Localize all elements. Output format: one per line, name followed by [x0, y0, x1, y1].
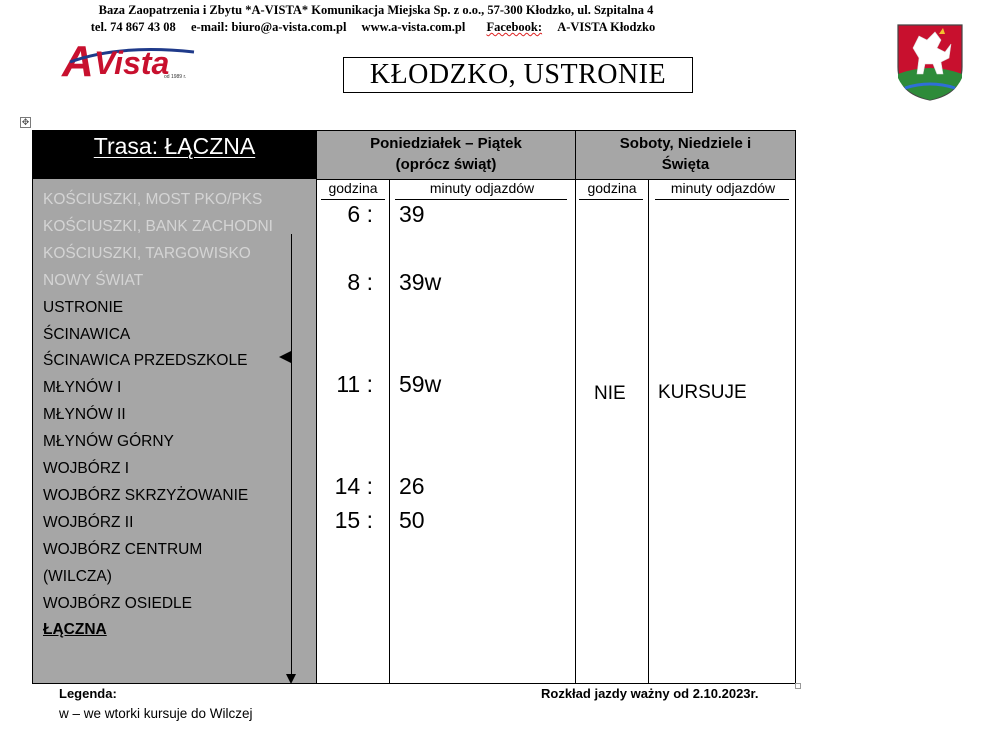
contact-line: [0, 20, 766, 35]
route-stop: WOJBÓRZ CENTRUM: [43, 540, 203, 558]
route-stop: MŁYNÓW GÓRNY: [43, 433, 174, 451]
departure-hour: 8 :: [347, 269, 373, 295]
weekends-minutes-header: minuty odjazdów: [670, 180, 776, 196]
legend-title: Legenda:: [59, 686, 117, 701]
weekdays-minutes-header: minuty odjazdów: [429, 180, 535, 196]
legend-item: w – we wtorki kursuje do Wilczej: [59, 706, 253, 721]
divider: [579, 199, 643, 200]
timetable: [32, 130, 796, 684]
route-label: Trasa: ŁĄCZNA: [93, 133, 256, 159]
divider: [321, 199, 385, 200]
weekends-header: [575, 131, 795, 179]
route-stop: (WILCZA): [43, 567, 112, 585]
route-stop: WOJBÓRZ OSIEDLE: [43, 594, 192, 612]
facebook-name: A-VISTA Kłodzko: [557, 20, 656, 34]
weekends-heading-line2: Święta: [661, 156, 710, 173]
route-stop: ŚCINAWICA PRZEDSZKOLE: [43, 352, 248, 370]
website-address: www.a-vista.com.pl: [361, 20, 466, 34]
departure-minutes: 26: [399, 473, 425, 499]
departure-hour: 11 :: [336, 371, 373, 397]
weekend-hour-value: NIE: [594, 383, 626, 404]
route-stop: NOWY ŚWIAT: [43, 271, 144, 289]
route-stop: ŁĄCZNA: [43, 621, 107, 639]
route-stop: WOJBÓRZ SKRZYŻOWANIE: [43, 486, 249, 504]
svg-text:A: A: [62, 38, 94, 84]
divider: [395, 199, 567, 200]
weekdays-heading-line2: (oprócz świąt): [395, 156, 497, 173]
weekdays-hour-header: godzina: [328, 180, 378, 196]
weekdays-heading-line1: Poniedziałek – Piątek: [370, 135, 522, 152]
departure-minutes: 39: [399, 201, 425, 227]
page-title: KŁODZKO, USTRONIE: [343, 57, 693, 93]
table-resize-handle[interactable]: [795, 683, 801, 689]
route-stop: KOŚCIUSZKI, TARGOWISKO: [43, 244, 251, 262]
email-address: e-mail: biuro@a-vista.com.pl: [190, 20, 347, 34]
weekend-minutes-value: KURSUJE: [658, 382, 747, 403]
company-address: Baza Zaopatrzenia i Zbytu *A-VISTA* Komunikacja Miejska Sp. z o.o., 57-300 Kłodzko, ul. Szpitalna 4: [98, 3, 654, 17]
weekdays-header: [316, 131, 575, 179]
departure-hour: 15 :: [334, 507, 373, 533]
departure-minutes: 39w: [399, 269, 442, 295]
facebook-info: [481, 20, 662, 34]
weekends-hour-header: godzina: [587, 180, 637, 196]
facebook-label: Facebook:: [486, 20, 543, 34]
divider: [648, 179, 649, 683]
route-header: [33, 131, 316, 179]
route-stop: USTRONIE: [43, 298, 124, 316]
route-stops-panel: [33, 179, 316, 683]
route-direction-line: [291, 234, 292, 679]
divider: [316, 131, 317, 683]
route-stop: ŚCINAWICA: [43, 325, 131, 343]
validity-date: Rozkład jazdy ważny od 2.10.2023r.: [541, 686, 759, 701]
departure-hour: 14 :: [334, 473, 373, 499]
table-move-handle[interactable]: ✥: [21, 117, 30, 127]
route-stop: MŁYNÓW II: [43, 406, 126, 424]
route-stop: KOŚCIUSZKI, MOST PKO/PKS: [43, 191, 263, 208]
weekends-heading-line1: Soboty, Niedziele i: [619, 135, 752, 152]
divider: [575, 131, 576, 683]
departure-minutes: 59w: [399, 371, 442, 397]
svg-text:Vista: Vista: [94, 45, 170, 81]
route-stop: MŁYNÓW I: [43, 379, 122, 397]
divider: [389, 179, 390, 683]
departure-minutes: 50: [399, 507, 425, 533]
route-stop: WOJBÓRZ II: [43, 513, 134, 531]
route-stop: KOŚCIUSZKI, BANK ZACHODNI: [43, 217, 273, 235]
departure-hour: 6 :: [347, 201, 373, 227]
divider: [655, 199, 789, 200]
route-stop: WOJBÓRZ I: [43, 460, 130, 477]
logo-subtitle: od 1989 r.: [164, 74, 187, 80]
klodzko-coat-of-arms-icon: [895, 22, 965, 102]
arrow-down-icon: [286, 674, 296, 684]
phone-number: tel. 74 867 43 08: [90, 20, 176, 34]
current-stop-marker-icon: [279, 351, 291, 363]
